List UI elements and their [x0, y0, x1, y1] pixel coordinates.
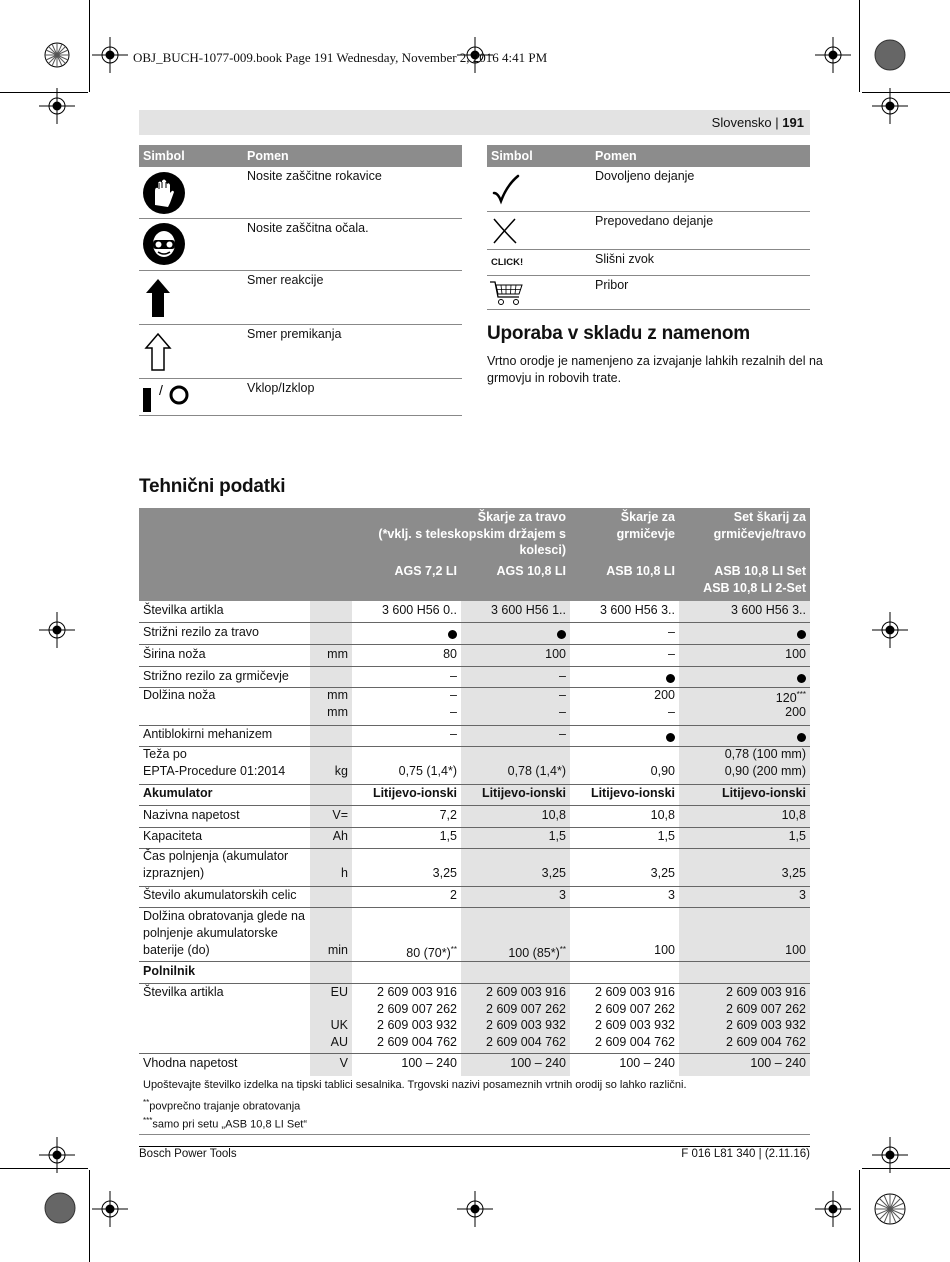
col-meaning: Pomen [595, 149, 637, 163]
symbol-row [139, 167, 462, 219]
table-row: Kapaciteta Ah 1,5 1,5 1,5 1,5 [139, 828, 810, 849]
model-1: AGS 7,2 LI [394, 564, 457, 578]
page-number: 191 [782, 115, 804, 130]
bullet-icon [797, 630, 806, 639]
symbol-meaning: Vklop/Izklop [247, 381, 315, 395]
print-slug: OBJ_BUCH-1077-009.book Page 191 Wednesday, November 2, 2016 4:41 PM [133, 50, 548, 65]
intended-use-text: Vrtno orodje je namenjeno za izvajanje lahkih rezalnih del na grmovju in robovih trate. [487, 354, 823, 385]
symbol-table-right [487, 145, 810, 310]
symbol-row [139, 325, 462, 379]
intended-use-title: Uporaba v skladu z namenom [487, 323, 750, 344]
symbol-row [487, 167, 810, 212]
symbol-table-header [139, 145, 462, 167]
symbol-table-left [139, 145, 462, 415]
table-row: Antiblokirni mehanizem – – [139, 726, 810, 747]
table-row: Dolžina obratovanja glede na polnjenje akumulatorske baterije (do) min 80 (70*)** 100 (85*)** 100 100 [139, 908, 810, 962]
table-row: Polnilnik [139, 962, 810, 984]
table-row: Številka artikla 3 600 H56 0.. 3 600 H56 1.. 3 600 H56 3.. 3 600 H56 3.. [139, 601, 810, 623]
table-row: Dolžina noža mm mm – – – – 200 – 120*** 200 [139, 688, 810, 726]
table-row: Čas polnjenja (akumulator izpraznjen) h 3,25 3,25 3,25 3,25 [139, 849, 810, 887]
bullet-icon [557, 630, 566, 639]
movement-arrow-icon [144, 332, 172, 372]
header-shrub: Škarje za grmičevje [616, 510, 675, 541]
table-notes [143, 1079, 687, 1131]
col-meaning: Pomen [247, 149, 289, 163]
on-off-slash: / [159, 382, 163, 398]
symbol-meaning: Prepovedano dejanje [595, 214, 714, 228]
tech-data-title: Tehnični podatki [139, 476, 286, 497]
symbol-meaning: Dovoljeno dejanje [595, 169, 695, 183]
gloves-icon [142, 171, 186, 215]
table-row: Vhodna napetost V 100 – 240 100 – 240 100 – 240 100 – 240 [139, 1054, 810, 1076]
cross-icon [492, 217, 518, 245]
footer-brand: Bosch Power Tools [139, 1148, 237, 1160]
click-text: CLICK! [491, 257, 524, 268]
col-symbol: Simbol [143, 149, 185, 163]
table-row: Akumulator Litijevo-ionski Litijevo-ionski Litijevo-ionski Litijevo-ionski [139, 785, 810, 806]
table-row: Širina noža mm 80 100 – 100 [139, 645, 810, 667]
check-icon [491, 173, 521, 205]
model-3: ASB 10,8 LI [606, 564, 675, 578]
symbol-meaning: Nosite zaščitne rokavice [247, 169, 382, 183]
footer-doc-id: F 016 L81 340 | (2.11.16) [681, 1148, 810, 1160]
header-grass: Škarje za travo (*vklj. s teleskopskim držajem s kolesci) [378, 510, 566, 557]
symbol-row [139, 271, 462, 325]
reaction-arrow-icon [144, 278, 172, 318]
symbol-row [139, 219, 462, 271]
bullet-icon [666, 674, 675, 683]
symbol-meaning: Smer premikanja [247, 327, 342, 341]
table-header [139, 508, 810, 601]
symbol-row [487, 250, 810, 276]
symbol-meaning: Smer reakcije [247, 273, 324, 287]
col-symbol: Simbol [491, 149, 533, 163]
symbol-row [139, 379, 462, 416]
symbol-row [487, 212, 810, 250]
note-2: **povprečno trajanje obratovanja [143, 1098, 301, 1113]
header-set: Set škarij za grmičevje/travo [713, 510, 806, 541]
model-4: ASB 10,8 LI Set ASB 10,8 LI 2-Set [703, 564, 806, 595]
symbol-table-header [487, 145, 810, 167]
bullet-icon [448, 630, 457, 639]
page-header [139, 110, 810, 135]
symbol-row [487, 276, 810, 310]
symbol-meaning: Pribor [595, 278, 629, 292]
table-row: Nazivna napetost V= 7,2 10,8 10,8 10,8 [139, 806, 810, 828]
note-1: Upoštevajte številko izdelka na tipski tablici sesalnika. Trgovski nazivi posameznih vrtnih orodij so lahko različni. [143, 1079, 687, 1091]
cart-icon [489, 279, 525, 307]
table-row: Številka artikla EU UK AU 2 609 003 916 2 609 007 262 2 609 003 932 2 609 004 762 2 609 003 916 2 609 007 262 2 609 003 932 2 609 004 762 2 609 003 916 2 609 007 262 2 609 003 932 2 609 004 762 2 609 003 916 2 609 007 262 2 609 003 932 2 609 004 762 [139, 984, 810, 1054]
goggles-icon [142, 222, 186, 266]
bullet-icon [666, 733, 675, 742]
table-row: Strižni rezilo za travo – [139, 623, 810, 645]
notes-divider [139, 1134, 810, 1135]
header-separator: | [775, 115, 779, 130]
footer-divider [139, 1146, 810, 1147]
bullet-icon [797, 674, 806, 683]
table-row: Strižno rezilo za grmičevje – – [139, 667, 810, 688]
note-3: ***samo pri setu „ASB 10,8 LI Set“ [143, 1116, 308, 1131]
model-2: AGS 10,8 LI [496, 564, 566, 578]
symbol-meaning: Nosite zaščitna očala. [247, 221, 369, 235]
on-off-icon [142, 381, 192, 413]
bullet-icon [797, 733, 806, 742]
table-row: Število akumulatorskih celic 2 3 3 3 [139, 887, 810, 908]
symbol-meaning: Slišni zvok [595, 252, 655, 266]
table-row: Teža po EPTA-Procedure 01:2014 kg 0,75 (1,4*) 0,78 (1,4*) 0,90 0,78 (100 mm) 0,90 (200 mm) [139, 747, 810, 785]
header-language: Slovensko [711, 115, 772, 130]
